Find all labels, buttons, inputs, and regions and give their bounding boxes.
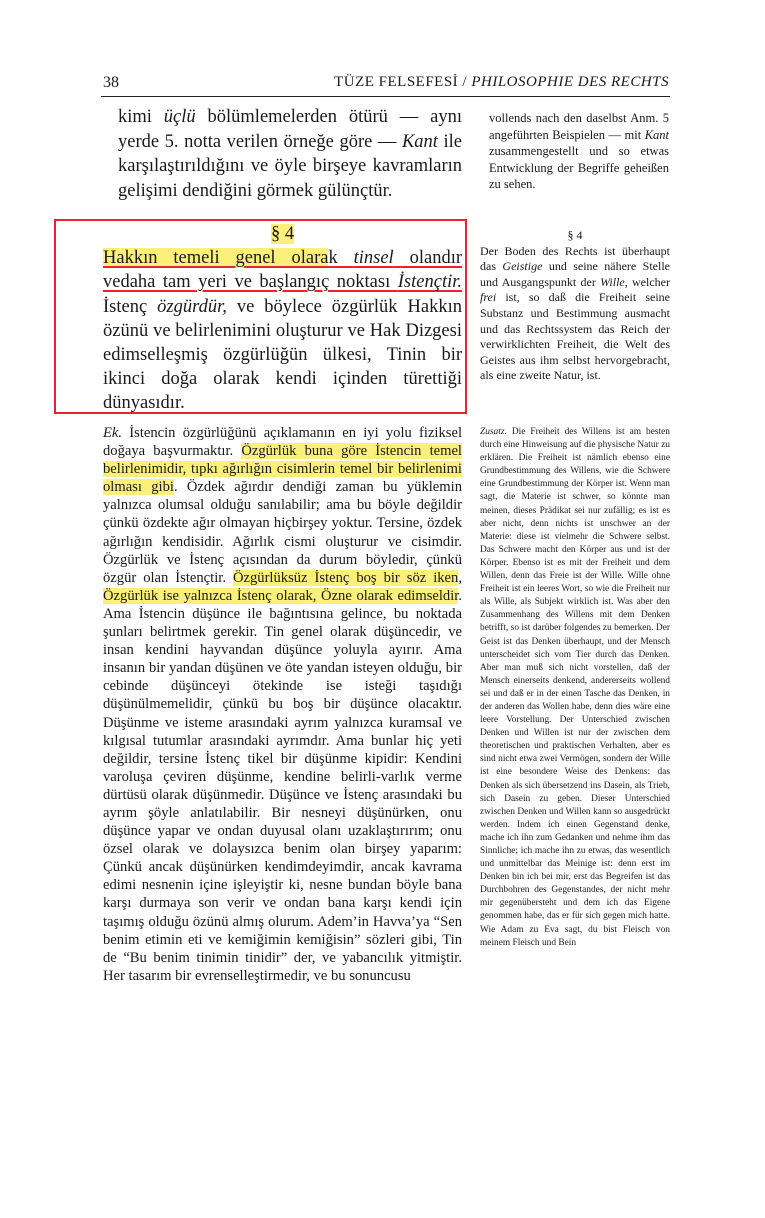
- text-span: İstenç: [103, 296, 158, 317]
- italic-span: özgürdür,: [157, 296, 227, 317]
- underlined-span: k: [328, 248, 354, 269]
- text-span: welcher: [627, 274, 670, 289]
- running-title-turkish: TÜZE FELSEFESİ /: [334, 74, 472, 90]
- text-span: bölümlemelerden ötürü — aynı yerde 5. notta verilen örneğe göre —: [118, 107, 463, 152]
- running-title-german: PHILOSOPHIE DES RECHTS: [471, 74, 669, 90]
- underlined-span: daha tam yeri ve başlangıç noktası: [120, 272, 398, 293]
- addition-label: Ek.: [103, 425, 123, 441]
- highlighted-underlined-span: Hakkın temeli genel olara: [103, 248, 329, 269]
- german-continuation-paragraph: [489, 110, 669, 193]
- section-4-text-de: [480, 244, 670, 384]
- page-number: 38: [103, 74, 119, 91]
- german-addition: [480, 426, 670, 950]
- italic-span: frei: [480, 290, 497, 305]
- text-span: und seine nähere Stelle und Ausgangspunkt der: [480, 259, 670, 289]
- highlighted-span: Özgürlüksüz İstenç boş bir söz iken: [232, 569, 459, 586]
- text-span: ,: [458, 569, 462, 586]
- underlined-italic-span: İstençtir.: [397, 272, 462, 293]
- section-number: § 4: [270, 224, 295, 244]
- section-heading-tr: [103, 222, 462, 246]
- text-span: ile karşılaştırıldığını ve öyle birşeye kavramların gelişimi dendiğini görmek gülünçtür.: [118, 131, 462, 201]
- underlined-span: olandır ve: [103, 248, 463, 293]
- header-rule: [101, 96, 670, 97]
- text-span: ist, so daß die Freiheit seine Substanz und Bestimmung ausmacht und das Rechtssystem das Reich der verwirklichten Freiheit, die Welt des Geistes aus ihm selbst hervorgebracht, als eine zweite Natur, ist.: [480, 290, 670, 383]
- turkish-continuation-paragraph: [118, 105, 462, 203]
- text-span: İstencin özgürlüğünü açıklamanın en iyi yolu fiziksel doğaya başvurmaktır.: [103, 425, 462, 460]
- text-span: . Ama İstencin düşünce ile bağıntısına gelince, bu noktada şunları belirtmek gerekir. Tin genel olarak düşüncedir, ve insan kendini hayvandan düşünce yoluyla ayırır. Ama insanın bir yandan düşünen ve öte yandan isteyen olduğu, bir cebinde düşünceyi ötekinde ise isteği taşıdığı düşünülmemelidir, çünkü bu boş bir düşünce olacaktır. Düşünme ve isteme arasındaki ayrım yalnızca kuramsal ve kılgısal tutumlar arasındaki ayrımdır. Ama bunlar hiç yeti değildir, tersine İstenç tikel bir düşünme kipidir: Kendini varoluşa çeviren düşünme, kendine belirli-varlık verme dürtüsü olarak düşünmedir. Düşünce ve İstenç arasındaki bu ayrım şöyle anlatılabilir. Bir nesneyi düşünürken, onu düşünce yapar ve ondan duyusal olanı uzaklaştırırım; onu özsel olarak ve dolaysızca benim olan birşey yaparım: Çünkü ancak düşünürken kendimdeyimdir, ancak kavrama edimi nesnenin içine işleyiştir ki, nesne bundan böyle bana karşı durmaya son verir ve ondan bana karşı kendi için taşımış olduğu özünü almış olurum. Adem’in Havva’ya “Sen benim etimin eti ve kemiğimin kemiğisin” sözleri gibi, Tin de “Bu benim tinimin tinidir” der, ve yabancılık yitmiştir. Her tasarım bir evrenselleştirmedir, ve bu sonuncusu: [103, 587, 462, 984]
- text-span: zusammengestellt und so etwas Entwicklung der Begriffe geheißen zu sehen.: [489, 144, 669, 191]
- text-span: Die Freiheit des Willens ist am besten durch eine Hinweisung auf die physische Natur zu erklären. Die Freiheit ist nämlich ebenso eine Grundbestimmung des Willens, wie die Schwere eine Grundbestimmung der Körper ist. Wenn man sagt, die Materie ist schwer, so könnte man meinen, dieses Prädikat sei nur zufällig; es ist es aber nicht, denn nichts ist unschwer an der Materie: diese ist vielmehr die Schwere selbst. Das Schwere macht den Körper aus und ist der Körper. Ebenso ist es mit der Freiheit und dem Willen, denn das Freie ist der Wille. Wille ohne Freiheit ist ein leeres Wort, so wie die Freiheit nur als Wille, als Subjekt wirklich ist. Was aber den Zusammenhang des Willens mit dem Denken betrifft, so ist darüber folgendes zu bemerken. Der Geist ist das Denken überhaupt, und der Mensch unterscheidet sich vom Tier durch das Denken. Aber man muß sich nicht vorstellen, daß der Mensch einerseits denkend, andererseits wollend sei und daß er in der einen Tasche das Denken, in der anderen das Wollen habe, denn dies wäre eine leere Vorstellung. Der Unterschied zwischen Denken und Willen ist nur der zwischen dem theoretischen und praktischen Verhalten, aber es sind nicht etwa zwei Vermögen, sondern der Wille ist eine besondere Weise des Denkens: das Denken als sich übersetzend ins Dasein, als Trieb, sich Dasein zu geben. Dieser Unterschied zwischen Denken und Willen kann so ausgedrückt werden. Indem ich einen Gegenstand denke, mache ich ihn zum Gedanken und nehme ihm das Sinnliche; ich mache ihn zu etwas, das wesentlich und unmittelbar das Meinige ist: denn erst im Denken bin ich bei mir, erst das Begreifen ist das Durchbohren des Gegenstandes, der nicht mehr mir gegenübersteht und dem ich das Eigene genommen habe, das er für sich gegen mich hatte. Wie Adam zu Eva sagt, du bist Fleisch von meinem Fleisch und Bein: [480, 427, 670, 948]
- italic-span: Wille,: [600, 274, 628, 289]
- section-4-text-tr: [103, 246, 462, 415]
- section-heading-de: § 4: [567, 228, 583, 242]
- text-span: kimi: [118, 107, 164, 127]
- italic-span: üçlü: [163, 107, 196, 127]
- text-span: . Özdek ağırdır dendiği zaman bu yüklemin yalnızca olumsal olduğu sanılabilir; ama bu böyle değildir çünkü özdekte ağır olmayan hiçbirşey yoktur. Tersine, özdek ağırlığın kendisidir. Ağırlık cismi oluşturur ve cisimdir. Özgürlük ve İstenç açısından da durum böyledir, çünkü özgür olan İstençtir.: [103, 479, 462, 586]
- text-span: Der Boden des Rechts ist überhaupt das: [480, 243, 670, 274]
- german-section-4: [480, 228, 670, 384]
- highlighted-span: Özgürlük buna göre İstencin temel belirlenimidir, tıpkı ağırlığın cisimlerin temel bir belirlenimi olması gibi: [103, 443, 462, 496]
- text-span: vollends nach den daselbst Anm. 5 angeführten Beispielen — mit: [489, 111, 669, 142]
- text-span: ve böylece özgürlük Hakkın özünü ve belirlenimini oluşturur ve Hak Dizgesi edimselleşmiş özgürlüğün ülkesi, Tinin bir ikinci doğa olarak kendi içinden türettiği dünyasıdır.: [103, 296, 462, 414]
- italic-span: Kant: [401, 131, 438, 152]
- turkish-addition: [103, 424, 462, 985]
- addition-label: Zusatz.: [480, 427, 507, 437]
- highlighted-span: Özgürlük ise yalnızca İstenç olarak, Özne olarak edimseldir: [103, 587, 459, 604]
- italic-span: Kant: [644, 127, 669, 142]
- underlined-italic-span: tinsel: [353, 248, 394, 269]
- turkish-section-4: [103, 222, 462, 416]
- running-title: [334, 74, 669, 91]
- italic-span: Geistige: [502, 259, 543, 274]
